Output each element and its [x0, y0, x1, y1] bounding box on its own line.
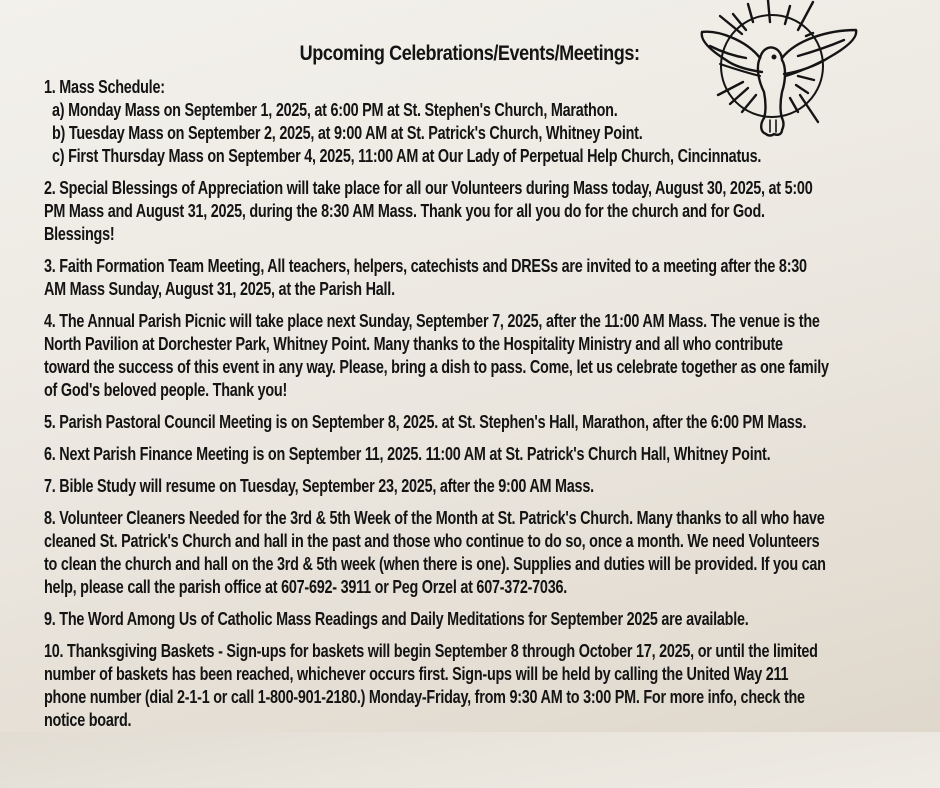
announcement-item-6 [44, 443, 924, 466]
announcement-line: 4. The Annual Parish Picnic will take place next Sunday, September 7, 2025, after the 11:00 AM Mass. The venue is the [44, 311, 820, 331]
mass-schedule-item-b: b) Tuesday Mass on September 2, 2025, at 9:00 AM at St. Patrick's Church, Whitney Point. [52, 123, 643, 143]
announcement-line: Blessings! [44, 224, 115, 244]
announcement-line: 5. Parish Pastoral Council Meeting is on September 8, 2025. at St. Stephen's Hall, Marathon, after the 6:00 PM Mass. [44, 412, 807, 432]
announcement-line: 2. Special Blessings of Appreciation will take place for all our Volunteers during Mass today, August 30, 2025, at 5:00 [44, 178, 813, 198]
announcement-line: of God's beloved people. Thank you! [44, 380, 288, 400]
announcement-line: 9. The Word Among Us of Catholic Mass Readings and Daily Meditations for September 2025 are available. [44, 609, 749, 629]
mass-schedule-item-a: a) Monday Mass on September 1, 2025, at 6:00 PM at St. Stephen's Church, Marathon. [52, 100, 618, 120]
mass-schedule-item-c: c) First Thursday Mass on September 4, 2025, 11:00 AM at Our Lady of Perpetual Help Church, Cincinnatus. [52, 146, 762, 166]
bottom-panel [0, 732, 940, 788]
announcement-item-10 [44, 640, 924, 732]
announcement-line: toward the success of this event in any way. Please, bring a dish to pass. Come, let us celebrate together as one family [44, 357, 829, 377]
announcement-line: 6. Next Parish Finance Meeting is on September 11, 2025. 11:00 AM at St. Patrick's Church Hall, Whitney Point. [44, 444, 771, 464]
announcement-item-1 [44, 76, 924, 168]
announcement-line: AM Mass Sunday, August 31, 2025, at the Parish Hall. [44, 279, 395, 299]
announcement-line: 1. Mass Schedule: [44, 77, 165, 97]
announcement-line: 8. Volunteer Cleaners Needed for the 3rd & 5th Week of the Month at St. Patrick's Church. Many thanks to all who have [44, 508, 825, 528]
announcement-item-7 [44, 475, 924, 498]
announcement-item-4 [44, 310, 924, 402]
announcements-list [44, 76, 924, 732]
announcement-line: number of baskets has been reached, whichever occurs first. Sign-ups will be held by calling the United Way 211 [44, 664, 789, 684]
announcement-item-5 [44, 411, 924, 434]
announcement-line: 3. Faith Formation Team Meeting, All teachers, helpers, catechists and DRESs are invited to a meeting after the 8:30 [44, 256, 807, 276]
announcement-line: help, please call the parish office at 607-692- 3911 or Peg Orzel at 607-372-7036. [44, 577, 567, 597]
title-text: Upcoming Celebrations/Events/Meetings: [300, 42, 640, 65]
announcement-line: phone number (dial 2-1-1 or call 1-800-901-2180.) Monday-Friday, from 9:30 AM to 3:00 PM. For more info, check the [44, 687, 805, 707]
announcement-line: North Pavilion at Dorchester Park, Whitney Point. Many thanks to the Hospitality Ministry and all who contribute [44, 334, 783, 354]
announcement-item-8 [44, 507, 924, 599]
announcement-line: 10. Thanksgiving Baskets - Sign-ups for baskets will begin September 8 through October 17, 2025, or until the limited [44, 641, 818, 661]
announcement-item-9 [44, 608, 924, 631]
announcement-line: PM Mass and August 31, 2025, during the 8:30 AM Mass. Thank you for all you do for the church and for God. [44, 201, 765, 221]
announcement-line: 7. Bible Study will resume on Tuesday, September 23, 2025, after the 9:00 AM Mass. [44, 476, 594, 496]
announcement-item-2 [44, 177, 924, 246]
announcement-line: to clean the church and hall on the 3rd & 5th week (when there is one). Supplies and duties will be provided. If you can [44, 554, 826, 574]
announcement-item-3 [44, 255, 924, 301]
announcement-line: notice board. [44, 710, 132, 730]
announcement-line: cleaned St. Patrick's Church and hall in the past and those who continue to do so, once a month. We need Volunteers [44, 531, 820, 551]
